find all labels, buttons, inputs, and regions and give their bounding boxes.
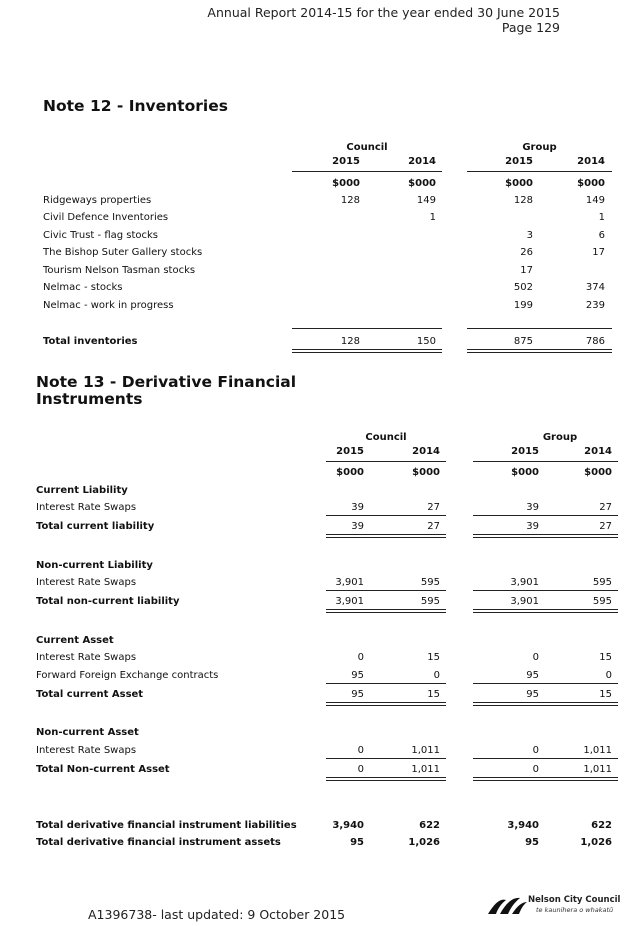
note12-year-group-2014: 2014: [577, 156, 605, 167]
note12-cell: 17: [520, 265, 533, 276]
note13-council-header-rule: [326, 461, 446, 462]
section-heading: Non-current Liability: [36, 560, 153, 571]
note13-total-cell: 1,011: [583, 764, 612, 775]
rule: [326, 515, 446, 516]
double-rule: [326, 702, 446, 706]
double-rule: [473, 609, 618, 613]
note13-total-cell: 95: [351, 689, 364, 700]
note12-row-label: Nelmac - stocks: [43, 282, 123, 293]
note12-cell: 26: [520, 247, 533, 258]
note13-unit-council-2015: $000: [336, 467, 364, 478]
note13-council-header: Council: [365, 432, 407, 443]
note12-council-header: Council: [346, 142, 388, 153]
note12-year-group-2015: 2015: [505, 156, 533, 167]
note13-total-cell: 595: [420, 596, 440, 607]
note13-cell: 0: [532, 652, 539, 663]
note13-row-label: Interest Rate Swaps: [36, 577, 137, 588]
note13-unit-group-2014: $000: [584, 467, 612, 478]
note12-group-header: Group: [522, 142, 557, 153]
section-heading: Non-current Asset: [36, 727, 139, 738]
note13-cell: 95: [526, 670, 539, 681]
note12-cell: 374: [585, 282, 605, 293]
note13-row-label: Forward Foreign Exchange contracts: [36, 670, 219, 681]
footer-document-id: A1396738- last updated: 9 October 2015: [88, 907, 346, 922]
note13-year-group-2014: 2014: [584, 446, 612, 457]
grand-total-cell: 622: [591, 820, 612, 831]
section-heading: Current Asset: [36, 635, 114, 646]
rule: [473, 683, 618, 684]
note13-cell: 27: [427, 502, 440, 513]
note12-cell: 128: [513, 195, 533, 206]
double-rule: [326, 609, 446, 613]
note13-total-label: Total Non-current Asset: [36, 764, 170, 775]
note13-total-label: Total non-current liability: [36, 596, 180, 607]
note12-total-double-rule-council: [292, 349, 442, 353]
note12-unit-council-2014: $000: [408, 178, 436, 189]
note12-unit-council-2015: $000: [332, 178, 360, 189]
note13-total-cell: 27: [599, 521, 612, 532]
note12-title: Note 12 - Inventories: [43, 97, 228, 115]
note13-cell: 0: [357, 745, 364, 756]
note12-cell: 128: [340, 195, 360, 206]
note12-total-cell: 128: [340, 336, 360, 347]
note12-total-cell: 875: [513, 336, 533, 347]
note13-unit-group-2015: $000: [511, 467, 539, 478]
note13-cell: 595: [420, 577, 440, 588]
grand-total-cell: 95: [350, 837, 364, 848]
note13-year-group-2015: 2015: [511, 446, 539, 457]
note12-total-cell: 150: [416, 336, 436, 347]
double-rule: [326, 777, 446, 781]
grand-total-cell: 3,940: [507, 820, 539, 831]
note13-total-cell: 39: [351, 521, 364, 532]
note13-title-line1: Note 13 - Derivative Financial: [36, 373, 297, 391]
double-rule: [473, 702, 618, 706]
note13-title-line2: Instruments: [36, 390, 143, 408]
page-number: Page 129: [501, 20, 560, 35]
note13-total-cell: 1,011: [411, 764, 440, 775]
note13-cell: 0: [433, 670, 440, 681]
note12-row-label: Nelmac - work in progress: [43, 300, 174, 311]
note13-cell: 0: [357, 652, 364, 663]
note13-row-label: Interest Rate Swaps: [36, 745, 137, 756]
note12-cell: 1: [429, 212, 436, 223]
note12-total-double-rule-group: [467, 349, 612, 353]
note12-council-header-rule: [292, 171, 442, 172]
note13-cell: 27: [599, 502, 612, 513]
note13-total-cell: 27: [427, 521, 440, 532]
note13-total-label: Total current Asset: [36, 689, 144, 700]
double-rule: [326, 534, 446, 538]
note13-total-cell: 15: [599, 689, 612, 700]
note12-row-label: Civic Trust - flag stocks: [43, 230, 159, 241]
note12-row-label: The Bishop Suter Gallery stocks: [43, 247, 203, 258]
note12-cell: 149: [585, 195, 605, 206]
logo-subtitle: te kaunihera o whakatū: [536, 906, 614, 914]
note12-unit-group-2015: $000: [505, 178, 533, 189]
grand-total-cell: 95: [525, 837, 539, 848]
note13-group-header: Group: [542, 432, 578, 443]
note13-row-label: Interest Rate Swaps: [36, 502, 137, 513]
logo-swoosh-icon: [486, 894, 528, 918]
rule: [326, 683, 446, 684]
rule: [473, 515, 618, 516]
double-rule: [473, 534, 618, 538]
note12-subtotal-rule-council: [292, 328, 442, 329]
note13-cell: 1,011: [411, 745, 440, 756]
note13-year-council-2014: 2014: [412, 446, 440, 457]
note12-total-label: Total inventories: [43, 336, 138, 347]
note13-total-cell: 39: [526, 521, 539, 532]
double-rule: [473, 777, 618, 781]
note13-group-header-rule: [473, 461, 618, 462]
grand-total-cell: 622: [419, 820, 440, 831]
note12-group-header-rule: [467, 171, 612, 172]
note12-subtotal-rule-group: [467, 328, 612, 329]
note13-year-council-2015: 2015: [336, 446, 364, 457]
note13-cell: 39: [351, 502, 364, 513]
grand-total-label: Total derivative financial instrument liabilities: [36, 820, 297, 831]
note13-cell: 15: [599, 652, 612, 663]
rule: [326, 590, 446, 591]
rule: [473, 758, 618, 759]
note12-cell: 199: [513, 300, 533, 311]
note13-total-cell: 15: [427, 689, 440, 700]
note13-cell: 15: [427, 652, 440, 663]
note13-total-cell: 3,901: [335, 596, 364, 607]
nelson-city-council-logo: [486, 893, 621, 919]
note13-total-cell: 95: [526, 689, 539, 700]
note12-row-label: Civil Defence Inventories: [43, 212, 169, 223]
grand-total-label: Total derivative financial instrument assets: [36, 837, 281, 848]
note12-cell: 502: [513, 282, 533, 293]
note12-row-label: Tourism Nelson Tasman stocks: [43, 265, 196, 276]
note13-cell: 39: [526, 502, 539, 513]
note12-row-label: Ridgeways properties: [43, 195, 152, 206]
note13-cell: 0: [532, 745, 539, 756]
note12-year-council-2015: 2015: [332, 156, 360, 167]
note13-cell: 95: [351, 670, 364, 681]
note12-cell: 239: [585, 300, 605, 311]
note12-cell: 6: [598, 230, 605, 241]
section-heading: Current Liability: [36, 485, 128, 496]
note13-total-cell: 595: [592, 596, 612, 607]
note13-total-cell: 0: [357, 764, 364, 775]
note13-cell: 595: [592, 577, 612, 588]
note12-cell: 17: [592, 247, 605, 258]
note12-cell: 1: [598, 212, 605, 223]
logo-name: Nelson City Council: [528, 895, 621, 905]
grand-total-cell: 1,026: [408, 837, 440, 848]
rule: [473, 590, 618, 591]
note12-cell: 3: [526, 230, 533, 241]
note13-cell: 3,901: [510, 577, 539, 588]
note13-cell: 0: [605, 670, 612, 681]
grand-total-cell: 3,940: [332, 820, 364, 831]
note13-cell: 3,901: [335, 577, 364, 588]
note12-year-council-2014: 2014: [408, 156, 436, 167]
note13-total-cell: 3,901: [510, 596, 539, 607]
grand-total-cell: 1,026: [580, 837, 612, 848]
note13-row-label: Interest Rate Swaps: [36, 652, 137, 663]
note12-total-cell: 786: [585, 336, 605, 347]
note13-cell: 1,011: [583, 745, 612, 756]
note12-cell: 149: [416, 195, 436, 206]
note12-unit-group-2014: $000: [577, 178, 605, 189]
rule: [326, 758, 446, 759]
note13-total-cell: 0: [532, 764, 539, 775]
note13-total-label: Total current liability: [36, 521, 155, 532]
report-header-title: Annual Report 2014-15 for the year ended 30 June 2015: [207, 5, 560, 20]
note13-unit-council-2014: $000: [412, 467, 440, 478]
